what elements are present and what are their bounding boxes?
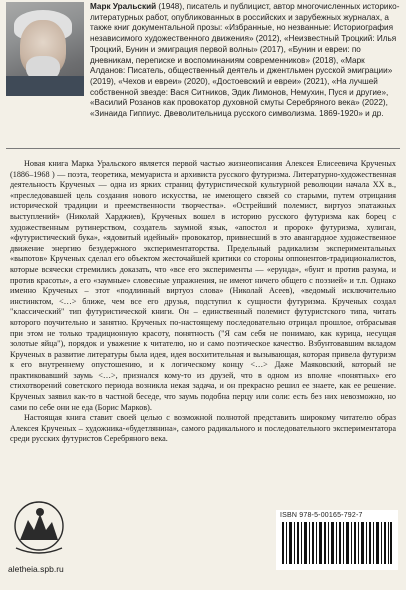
isbn-text: ISBN 978-5-00165-792-7 (280, 512, 363, 519)
author-bio (90, 2, 400, 120)
barcode-block (276, 510, 398, 570)
annotation-paragraph-1: Новая книга Марка Уральского является первой частью жизнеописания Алексея Елисеевича Крученых (1886–1968 ) — поэта, теоретика, мемуариста и архивиста русского футуризма. Литературно-художественная деятельность Крученых — одна из ярких страниц футуристической культурной революции начала XX в., «преследовавшей цель создания нового искусства, не имеющего связей со старыми, путем отрицания исторической традиции и преемственности творчества». «Острейший полемист, виртуоз эпатажных выступлений» (Николай Харджиев), Крученых вошел в историю русского футуризма как борец с художественным рутинерством, создатель заумной язык, «апостол и пророк» футуризма, хулиган, «футуристический бука», «ядовитый идейный» провокатор, привнесший в это авангардное художественное движение энергию безудержного экспериментаторства. Предельный радикализм экспериментальных «выпотов» Крученых сделал его объектом жесточайшей критики со стороны оппонентов-традиционалистов, которые всячески стремились доказать, что «все его эксперименты — «ерунда», «бунт и против разума, и против красоты», а его «заумные» словесные упражнения, не имеют ничего общего с поэзией» и т.п. Однако именно Крученых – этот «подлинный виртуоз слова» (Николай Асеев), «ведомый исключительно инстинктом, <…> ближе, чем все его друзья, подступил к сущности футуризма. Крученых создал "классический" тип футуристической книги. Он – единственный полемист футуристского типа, читать которого поучительно и занятно. Крученых по-настоящему последовательно отрицал прошлое, отбрасывая при этом не только традиционную красоту, понятность ("Я сам себя не понимаю, как курица, несущая золотые яйца"), порядок и уважение к читателю, но и само поэтическое качество. Взбунтовавшим вкладом Крученых в развитие литературы была идея, идея восхитительная и вызывающая, которая привела футуризм к его внутреннему опустошению, и к логическому концу <…> Даже Маяковский, который не практиковавший заумь <…>, признался кому-то из друзей, что в одном из вполне «понятных» его стихотворений советского периода возникла некая задача, и он прекрасно решил ее знаете, как ее решение. Крученых заявил как-то в частной беседе, что заумь подобна перцу или соли: есть без них невозможно, но сами по себе они не еда (Борис Марков). (10, 159, 396, 412)
divider (6, 148, 400, 149)
author-photo (6, 2, 84, 96)
annotation-paragraph-2: Настоящая книга ставит своей целью с возможной полнотой представить широкому читателю образ Алексея Крученых – художника-«будетлянина», самого радикального и последовательного экспериментатора среди русских футуристов Серебряного века. (10, 413, 396, 444)
publisher-site: aletheia.spb.ru (8, 564, 64, 574)
publisher-logo-icon (10, 500, 68, 560)
author-name: Марк Уральский (90, 2, 157, 11)
author-bio-text: (1948), писатель и публицист, автор многочисленных историко-литературных работ, опубликованных в российских и зарубежных журналах, а также книг документальной прозы: «Избранные, но незванные: Историография независимого художественного движения» (2012), «Неизвестный Троцкий: Илья Троцкий, Бунин и эмиграция первой волны» (2017), «Бунин и евреи: по дневникам, переписке и воспоминаниям современников» (2018), «Марк Алданов: Писатель, общественный деятель и джентльмен русской эмиграции» (2019), «Чехов и евреи» (2020), «Достоевский и евреи» (2021), «На лучшей собственной звезде: Вася Ситников, Эдик Лимонов, Немухин, Пуся и другие», «Василий Розанов как провокатор духовной смуты Серебряного века» (2022), «Зинаида Гиппиус. Двеволительница русского символизма. 1869-1920» и др. (90, 2, 400, 119)
annotation-text (10, 159, 396, 445)
barcode-icon (282, 522, 392, 564)
